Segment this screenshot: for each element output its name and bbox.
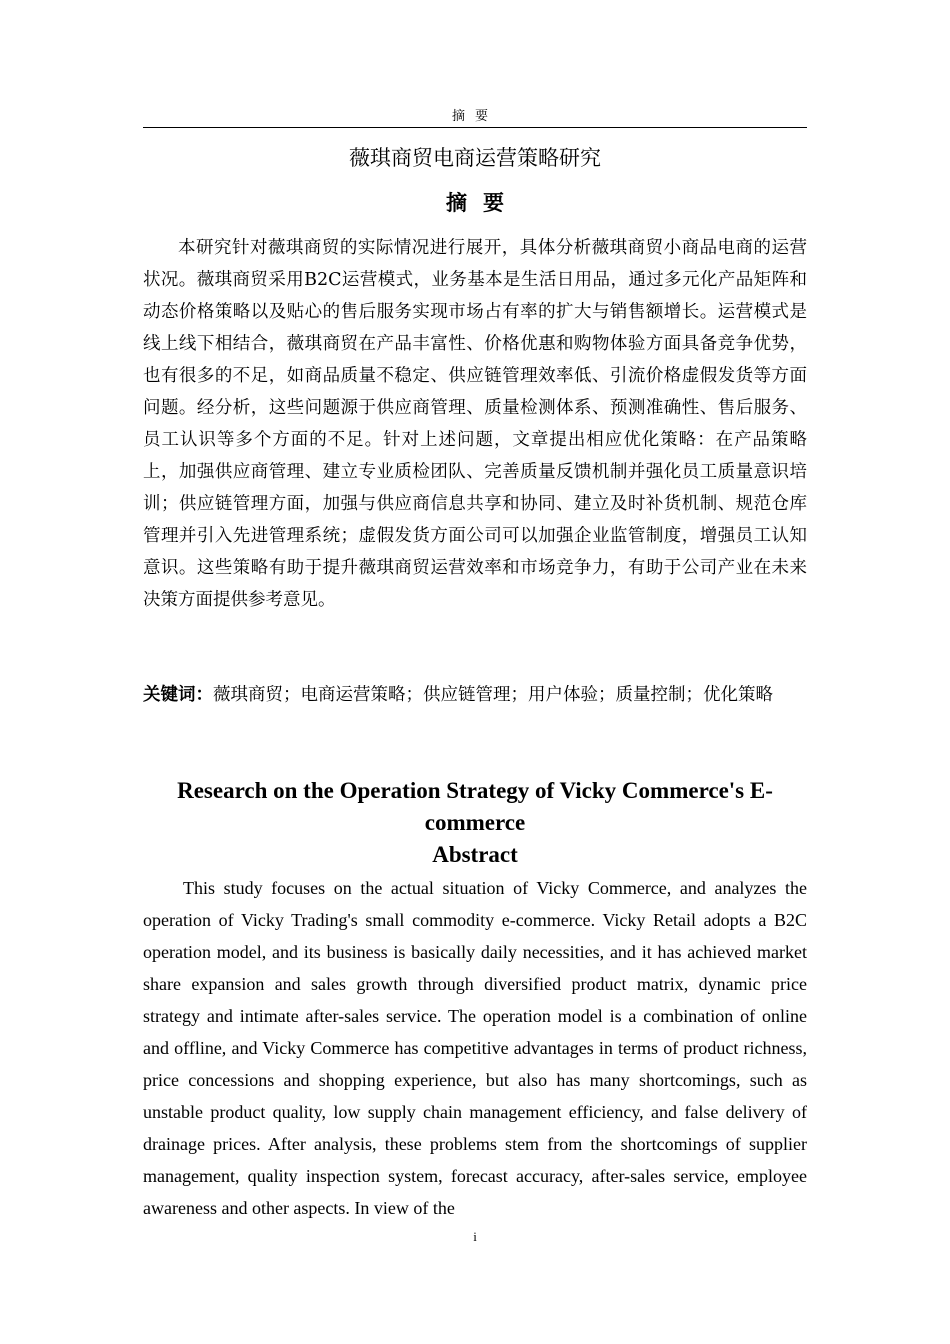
chinese-title: 薇琪商贸电商运营策略研究 [349, 146, 601, 170]
page-number: i [473, 1229, 477, 1244]
header-rule [143, 127, 807, 128]
english-title: Research on the Operation Strategy of Vicky Commerce's E-commerce [177, 778, 773, 835]
running-header: 摘要 [451, 109, 498, 124]
chinese-abstract-body: 本研究针对薇琪商贸的实际情况进行展开，具体分析薇琪商贸小商品电商的运营状况。薇琪商贸采用B2C运营模式，业务基本是生活日用品，通过多元化产品矩阵和动态价格策略以及贴心的售后服务实现市场占有率的扩大与销售额增长。运营模式是线上线下相结合，薇琪商贸在产品丰富性、价格优惠和购物体验方面具备竞争优势，也有很多的不足，如商品质量不稳定、供应链管理效率低、引流价格虚假发货等方面问题。经分析，这些问题源于供应商管理、质量检测体系、预测准确性、售后服务、员工认识等多个方面的不足。针对上述问题，文章提出相应优化策略：在产品策略上，加强供应商管理、建立专业质检团队、完善质量反馈机制并强化员工质量意识培训；供应链管理方面，加强与供应商信息共享和协同、建立及时补货机制、规范仓库管理并引入先进管理系统；虚假发货方面公司可以加强企业监管制度，增强员工认知意识。这些策略有助于提升薇琪商贸运营效率和市场竞争力，有助于公司产业在未来决策方面提供参考意见。 [143, 238, 807, 610]
chinese-abstract-heading: 摘要 [446, 190, 520, 215]
keywords-list: 薇琪商贸；电商运营策略；供应链管理；用户体验；质量控制；优化策略 [213, 685, 773, 705]
english-abstract-heading: Abstract [432, 842, 518, 867]
english-abstract-body: This study focuses on the actual situation of Vicky Commerce, and analyzes the operation of Vicky Trading's small commodity e-commerce. Vicky Retail adopts a B2C operation model, and its business is basically daily necessities, and it has achieved market share expansion and sales growth through diversified product matrix, dynamic price strategy and intimate after-sales service. The operation model is a combination of online and offline, and Vicky Commerce has competitive advantages in terms of product richness, price concessions and shopping experience, but also has many shortcomings, such as unstable product quality, low supply chain management efficiency, and false delivery of drainage prices. After analysis, these problems stem from the shortcomings of supplier management, quality inspection system, forecast accuracy, after-sales service, employee awareness and other aspects. In view of the [143, 878, 807, 1218]
chinese-keywords [143, 679, 807, 711]
keywords-label: 关键词： [143, 685, 213, 705]
